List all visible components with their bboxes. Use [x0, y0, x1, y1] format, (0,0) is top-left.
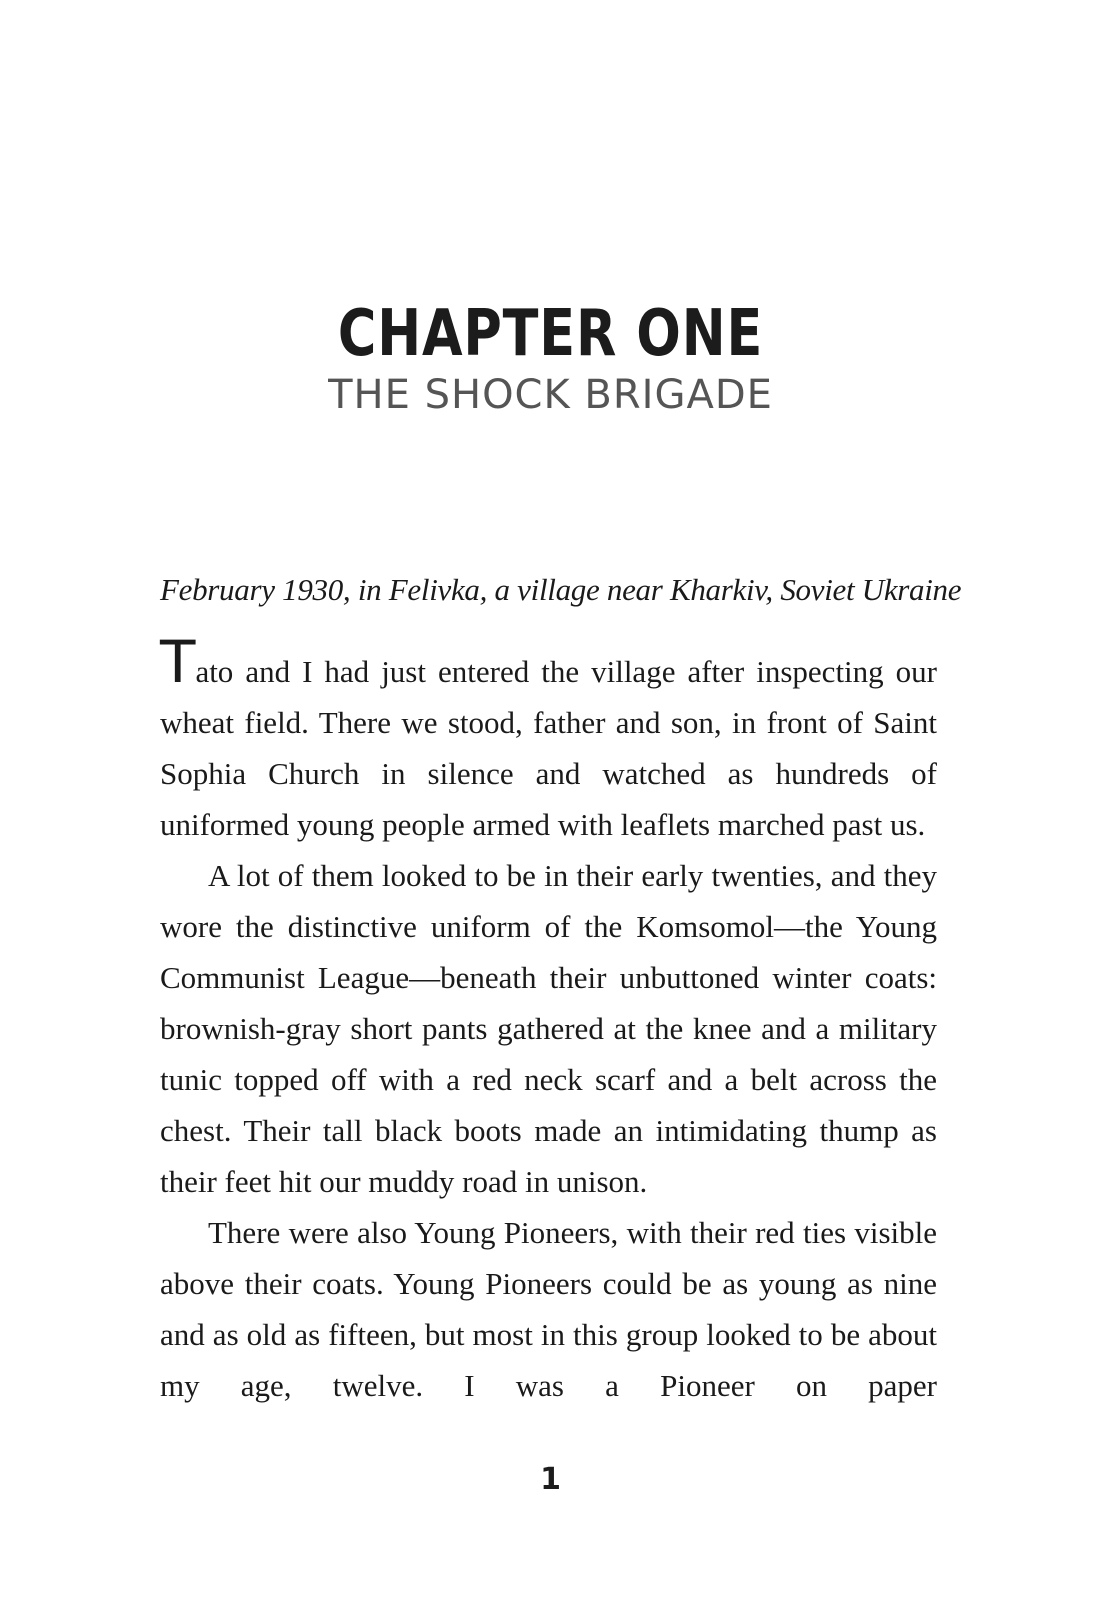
paragraph-2: A lot of them looked to be in their early twenties, and they wore the distinctive uniform of the Komsomol—the Young Communist League—beneath their unbuttoned winter coats: brownish-gray short pants gathered at the knee and a military tunic topped off with a red neck scarf and a belt across the chest. Their tall black boots made an intimidating thump as their feet hit our muddy road in unison.: [160, 858, 937, 1199]
drop-cap: T: [160, 628, 196, 696]
chapter-title: THE SHOCK BRIGADE: [328, 372, 773, 418]
chapter-number: CHAPTER ONE: [337, 297, 764, 371]
chapter-heading: [0, 298, 1101, 420]
chapter-body: [160, 568, 962, 1411]
page-number: 1: [540, 1462, 561, 1497]
paragraph-3: There were also Young Pioneers, with their red ties visible above their coats. Young Pioneers could be as young as nine and as old as fifteen, but most in this group looked to be about my age, twelve. I was a Pioneer on paper: [160, 1215, 937, 1403]
paragraph-1: [160, 628, 937, 850]
dateline: February 1930, in Felivka, a village near Kharkiv, Soviet Ukraine: [160, 572, 962, 607]
paragraph-1-text: ato and I had just entered the village after inspecting our wheat field. There we stood, father and son, in front of Saint Sophia Church in silence and watched as hundreds of uniformed young people armed with leaflets marched past us.: [160, 654, 937, 842]
